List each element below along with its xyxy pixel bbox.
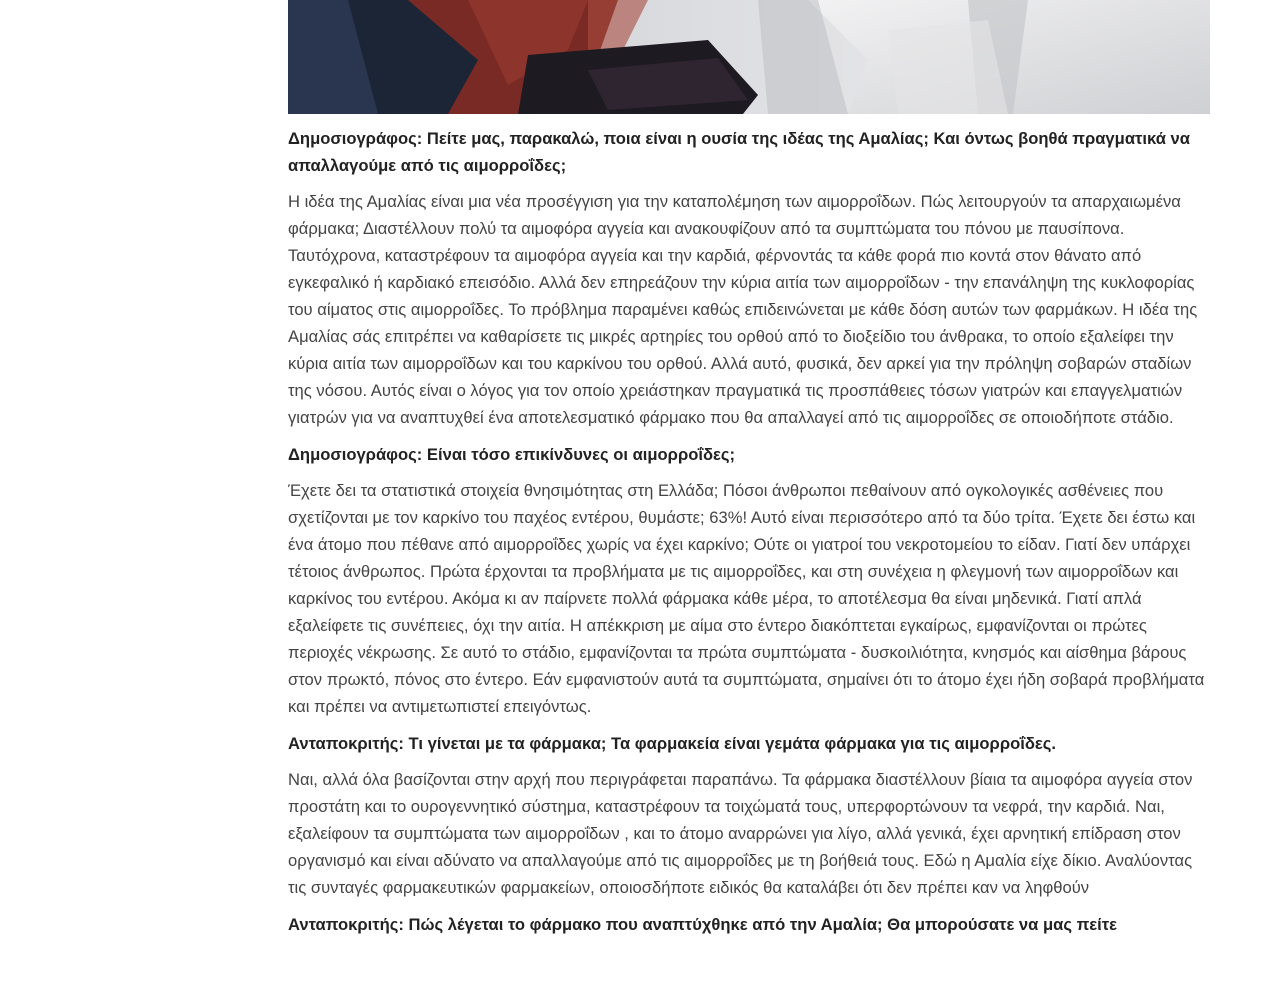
interview-answer-3: Ναι, αλλά όλα βασίζονται στην αρχή που περιγράφεται παραπάνω. Τα φάρμακα διαστέλλουν βίαια τα αιμοφόρα αγγεία στον προστάτη και το ουρογεννητικό σύστημα, καταστρέφουν τα τοιχώματά τους, υπερφορτώνουν τα νεφρά, την καρδιά. Ναι, εξαλείφουν τα συμπτώματα των αιμορροΐδων , και το άτομο αναρρώνει για λίγο, αλλά γενικά, έχει αρνητική επίδραση στον οργανισμό και είναι αδύνατο να απαλλαγούμε από τις αιμορροΐδες με τη βοήθειά τους. Εδώ η Αμαλία είχε δίκιο. Αναλύοντας τις συνταγές φαρμακευτικών φαρμακείων, οποιοσδήποτε ειδικός θα καταλάβει ότι δεν πρέπει καν να ληφθούν [288,770,1193,897]
interview-question-4: Ανταποκριτής: Πώς λέγεται το φάρμακο που αναπτύχθηκε από την Αμαλία; Θα μπορούσατε να μας πείτε [288,915,1118,934]
interview-answer-2: Έχετε δει τα στατιστικά στοιχεία θνησιμότητας στη Ελλάδα; Πόσοι άνθρωποι πεθαίνουν από ογκολογικές ασθένειες που σχετίζονται με τον καρκίνο του παχέος εντέρου, θυμάστε; 63%! Αυτό είναι περισσότερο από τα δύο τρίτα. Έχετε δει έστω και ένα άτομο που πέθανε από αιμορροΐδες χωρίς να έχει καρκίνο; Ούτε οι γιατροί του νεκροτομείου το είδαν. Γιατί δεν υπάρχει τέτοιος άνθρωπος. Πρώτα έρχονται τα προβλήματα με τις αιμορροΐδες, και στη συνέχεια η φλεγμονή των αιμορροΐδων και καρκίνος του εντέρου. Ακόμα κι αν παίρνετε πολλά φάρμακα κάθε μέρα, το αποτέλεσμα θα είναι μηδενικά. Γιατί απλά εξαλείφετε τις συνέπειες, όχι την αιτία. Η απέκκριση με αίμα στο έντερο διακόπτεται εγκαίρως, εμφανίζονται οι πρώτες περιοχές νέκρωσης. Σε αυτό το στάδιο, εμφανίζονται τα πρώτα συμπτώματα - δυσκοιλιότητα, κνησμός και αίσθημα βάρους στον πρωκτό, πόνος στο έντερο. Εάν εμφανιστούν αυτά τα συμπτώματα, σημαίνει ότι το άτομο έχει ήδη σοβαρά προβλήματα και πρέπει να αντιμετωπιστεί επειγόντως. [288,481,1205,716]
article-content [288,0,1210,938]
article-photo [288,0,1210,114]
interview-answer-1: Η ιδέα της Αμαλίας είναι μια νέα προσέγγιση για την καταπολέμηση των αιμορροΐδων. Πώς λειτουργούν τα απαρχαιωμένα φάρμακα; Διαστέλλουν πολύ τα αιμοφόρα αγγεία και ανακουφίζουν από τα συμπτώματα του πόνου με παυσίπονα. Ταυτόχρονα, καταστρέφουν τα αιμοφόρα αγγεία και την καρδιά, φέρνοντάς τα κάθε φορά πιο κοντά στον θάνατο από εγκεφαλικό ή καρδιακό επεισόδιο. Αλλά δεν επηρεάζουν την κύρια αιτία των αιμορροΐδων - την επανάληψη της κυκλοφορίας του αίματος στις αιμορροΐδες. Το πρόβλημα παραμένει καθώς επιδεινώνεται με κάθε δόση αυτών των φαρμάκων. Η ιδέα της Αμαλίας σάς επιτρέπει να καθαρίσετε τις μικρές αρτηρίες του ορθού από το διοξείδιο του άνθρακα, το οποίο εξαλείφει την κύρια αιτία των αιμορροΐδων και του καρκίνου του ορθού. Αλλά αυτό, φυσικά, δεν αρκεί για την πρόληψη σοβαρών σταδίων της νόσου. Αυτός είναι ο λόγος για τον οποίο χρειάστηκαν πραγματικά τις προσπάθειες τόσων γιατρών και επαγγελματιών γιατρών για να αναπτυχθεί ένα αποτελεσματικό φάρμακο που θα απαλλαγεί από τις αιμορροΐδες σε οποιοδήποτε στάδιο. [288,192,1198,427]
photo-image [288,0,1210,114]
interview-question-2: Δημοσιογράφος: Είναι τόσο επικίνδυνες οι αιμορροΐδες; [288,445,736,464]
interview-question-1: Δημοσιογράφος: Πείτε μας, παρακαλώ, ποια είναι η ουσία της ιδέας της Αμαλίας; Και όντως βοηθά πραγματικά να απαλλαγούμε από τις αιμορροΐδες; [288,129,1190,175]
interview-question-3: Ανταποκριτής: Τι γίνεται με τα φάρμακα; Τα φαρμακεία είναι γεμάτα φάρμακα για τις αιμορροΐδες. [288,734,1057,753]
